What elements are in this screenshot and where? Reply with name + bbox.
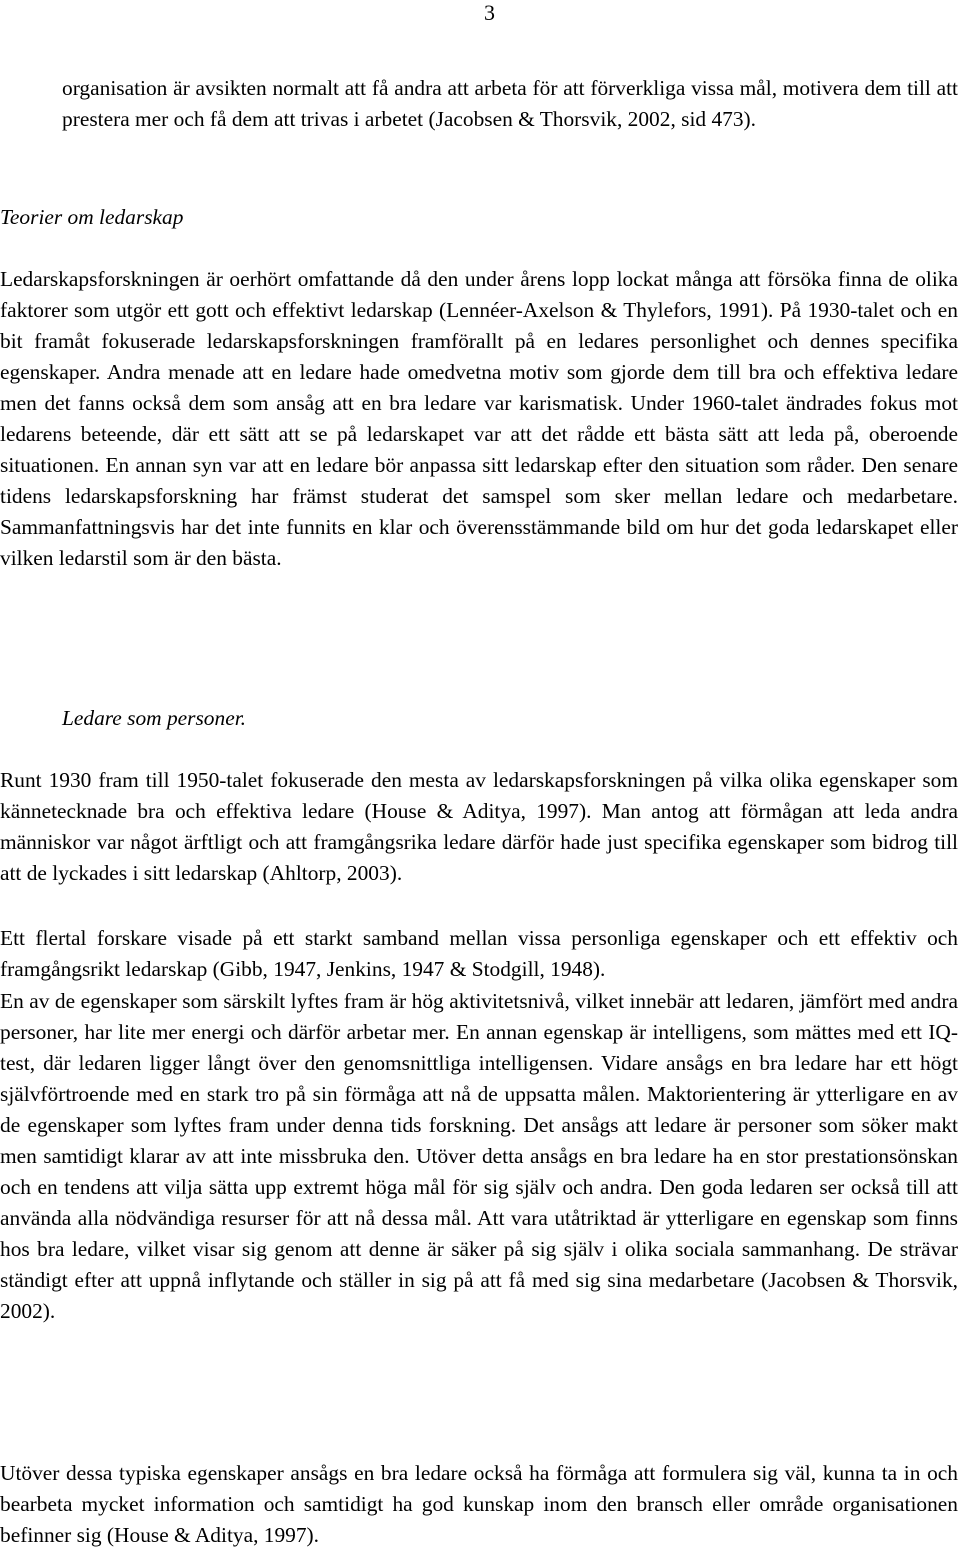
paragraph-runt-1930: Runt 1930 fram till 1950-talet fokuserade den mesta av ledarskapsforskningen på vilka olika egenskaper som kännetecknade bra och effektiva ledare (House & Aditya, 1997). Man antog att förmågan att leda andra människor var något ärftligt och att framgångsrika ledare därför hade just specifika egenskaper som bidrog till att de lyckades i sitt ledarskap (Ahltorp, 2003). [0,768,958,885]
paragraph-flertal: Ett flertal forskare visade på ett starkt samband mellan vissa personliga egenskaper och ett effektiv och framgångsrikt ledarskap (Gibb, 1947, Jenkins, 1947 & Stodgill, 1948). [0,926,958,981]
paragraph-teorier: Ledarskapsforskningen är oerhört omfattande då den under årens lopp lockat många att försöka finna de olika faktorer som utgör ett gott och effektivt ledarskap (Lennéer-Axelson & Thylefors, 1991). På 1930-talet och en bit framåt fokuserade ledarskapsforskningen framförallt på en ledares personlighet och dennes specifika egenskaper. Andra menade att en ledare hade omedvetna motiv som gjorde dem till bra och effektiva ledare men det fanns också dem som ansåg att en bra ledare var karismatisk. Under 1960-talet ändrades fokus mot ledarens beteende, där ett sätt att se på ledarskapet var att det rådde ett bästa sätt att leda på, oberoende situationen. En annan syn var att en ledare bör anpassa sitt ledarskap efter den situation som råder. Den senare tidens ledarskapsforskning har främst studerat det samspel som sker mellan ledare och medarbetare. Sammanfattningsvis har det inte funnits en klar och överensstämmande bild om hur det goda ledarskapet eller vilken ledarstil som är den bästa. [0,267,958,570]
page-number: 3 [484,0,495,25]
paragraph-en-av: En av de egenskaper som särskilt lyftes fram är hög aktivitetsnivå, vilket innebär att ledaren, jämfört med andra personer, har lite mer energi och därför arbetar mer. En annan egenskap är intelligens, som mättes med ett IQ-test, där ledaren ligger långt över den genomsnittliga intelligensen. Vidare ansågs en bra ledare har ett högt självförtroende med en stark tro på sin förmåga att nå de uppsatta målen. Maktorientering är ytterligare en av de egenskaper som lyftes fram under denna tids forskning. Det ansågs att ledare är personer som söker makt men samtidigt klarar av att inte missbruka den. Utöver detta ansågs en bra ledare ha en stor prestationsönskan och en tendens att vilja sätta upp extremt höga mål för sig själv och andra. Den goda ledaren ser också till att använda alla nödvändiga resurser för att nå dessa mål. Att vara utåtriktad är ytterligare en egenskap som finns hos bra ledare, vilket visar sig genom att denne är säker på sig själv i olika sociala sammanhang. De strävar ständigt efter att uppnå inflytande och ställer in sig på att få med sig sina medarbetare (Jacobsen & Thorsvik, 2002). [0,989,958,1323]
section-heading-ledare: Ledare som personer. [62,706,246,730]
paragraph-utover: Utöver dessa typiska egenskaper ansågs en bra ledare också ha förmåga att formulera sig väl, kunna ta in och bearbeta mycket information och samtidigt ha god kunskap inom den bransch eller område organisationen befinner sig (House & Aditya, 1997). [0,1461,958,1547]
paragraph-intro-continuation: organisation är avsikten normalt att få andra att arbeta för att förverkliga vissa mål, motivera dem till att prestera mer och få dem att trivas i arbetet (Jacobsen & Thorsvik, 2002, sid 473). [62,76,958,131]
section-heading-teorier: Teorier om ledarskap [0,205,184,229]
